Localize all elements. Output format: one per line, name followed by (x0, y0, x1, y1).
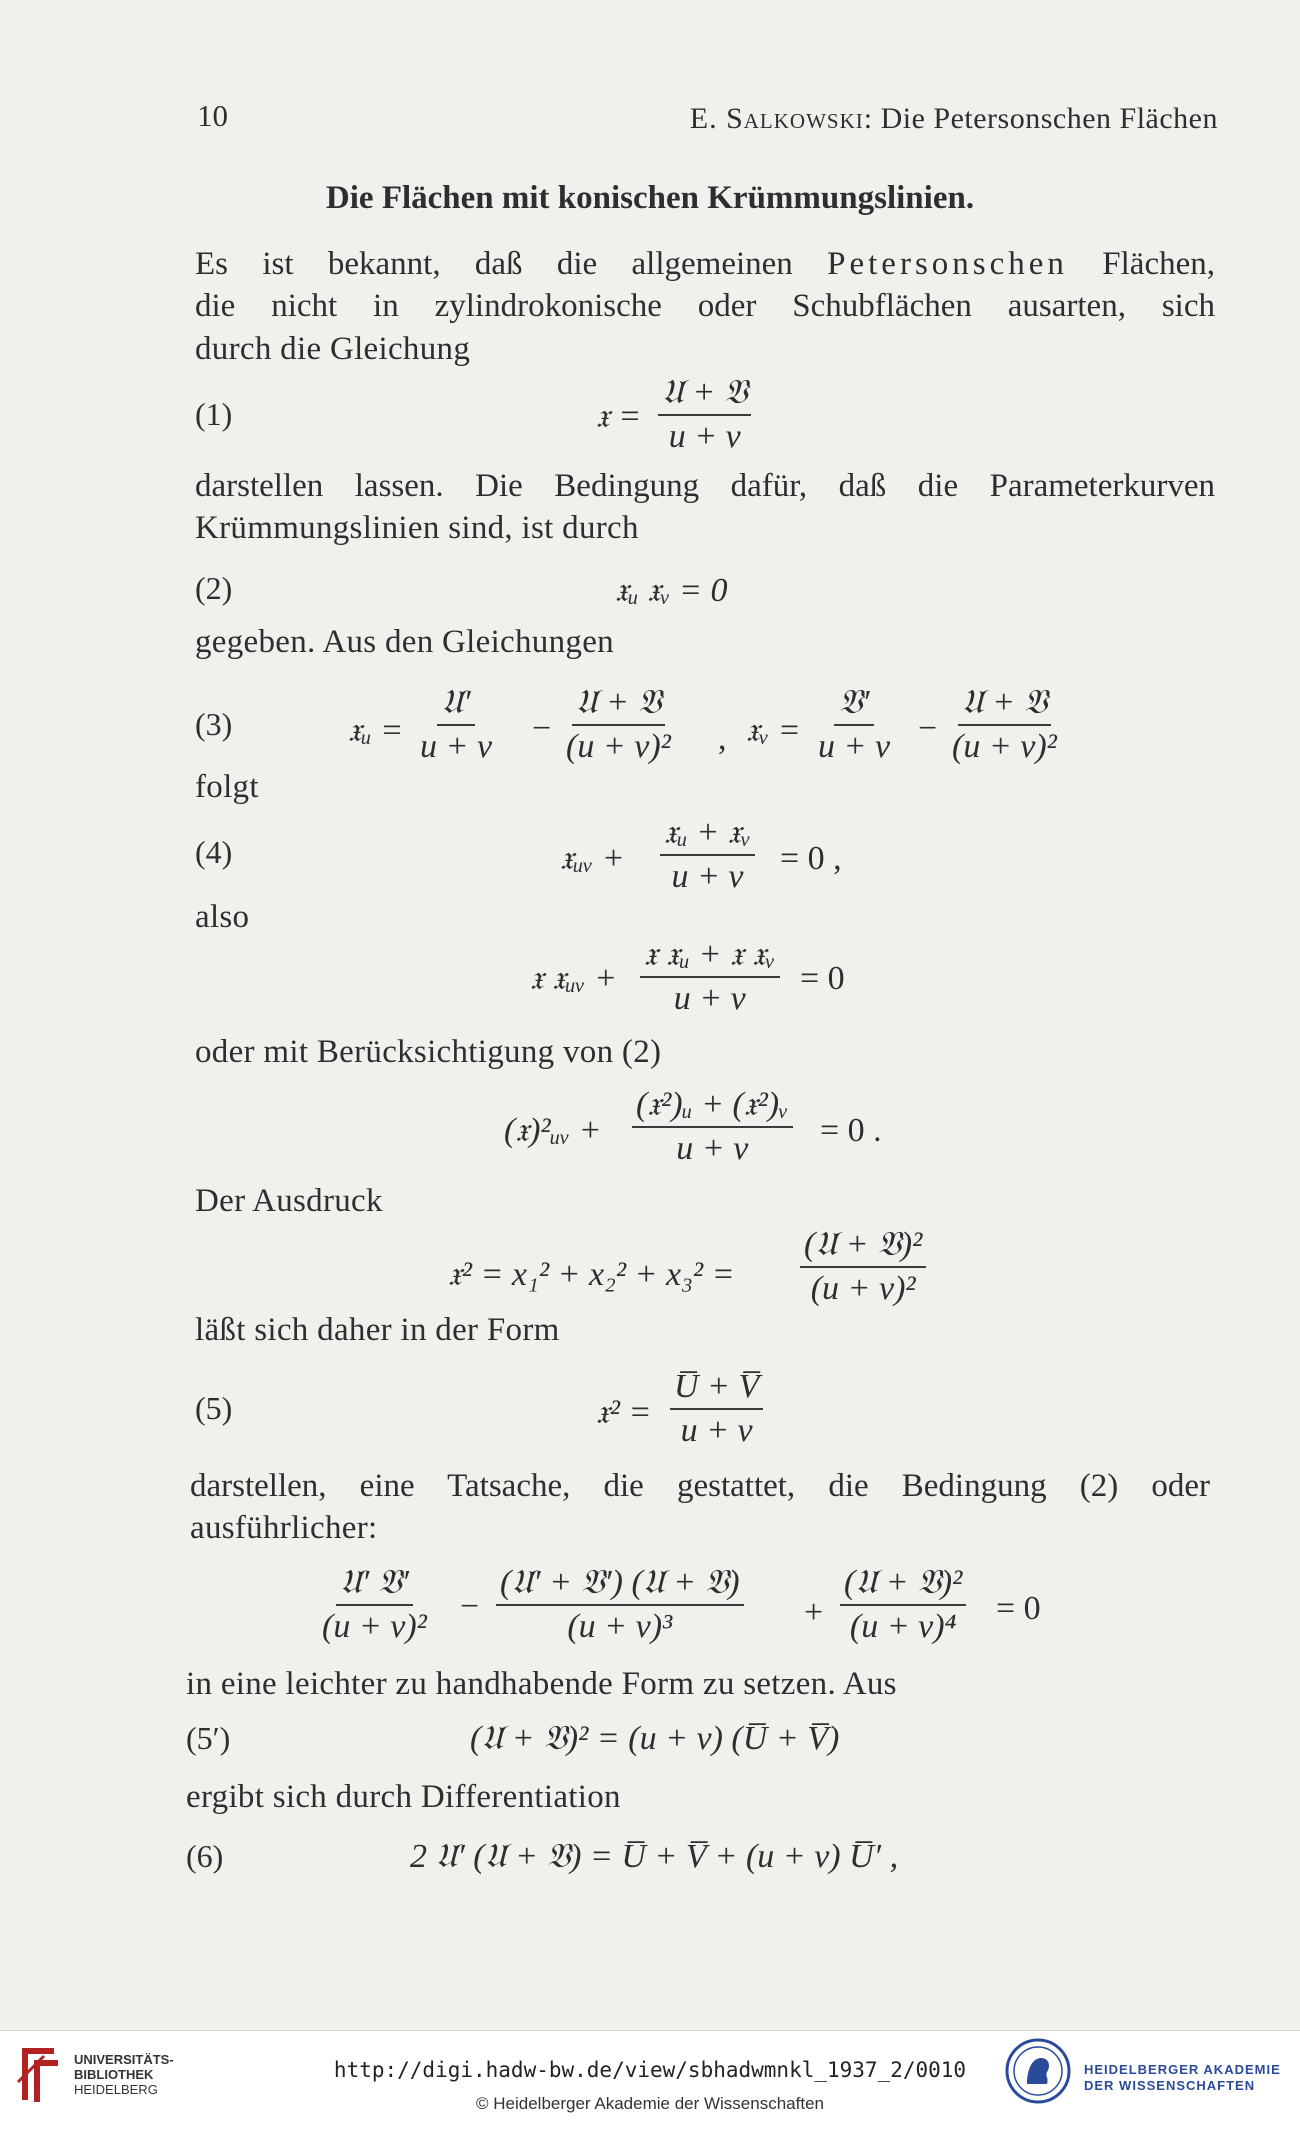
fraction: 𝔙′ u + v (818, 684, 891, 765)
equation-number: (2) (195, 570, 233, 606)
page-number: 10 (197, 98, 228, 133)
paragraph-line: in eine leichter zu handhabende Form zu setzen. Aus (186, 1666, 897, 1702)
paragraph-line: gegeben. Aus den Gleichungen (195, 624, 614, 660)
equation-rhs: = 0 (800, 960, 845, 997)
paragraph-line: die nicht in zylindrokonische oder Schubflächen ausarten, sich (195, 288, 1215, 324)
paragraph-line: Krümmungslinien sind, ist durch (195, 510, 639, 546)
equation-number: (5′) (186, 1720, 231, 1756)
library-name: UNIVERSITÄTS- BIBLIOTHEK HEIDELBERG (74, 2052, 174, 2097)
paragraph-line: Der Ausdruck (195, 1183, 383, 1219)
equation-lhs: 𝔵ᵤ = (348, 712, 404, 749)
equation-rhs: = 0 (996, 1590, 1041, 1627)
fraction: 𝔘′ u + v (420, 684, 493, 765)
fraction: 𝔘 + 𝔙 u + v (658, 376, 751, 454)
equation: (𝔘 + 𝔙)² = (u + v) (U̅ + V̅) (470, 1720, 840, 1757)
section-title: Die Flächen mit konischen Krümmungslinien. (325, 180, 975, 216)
fraction: 𝔘 + 𝔙 (u + v)² (952, 684, 1057, 765)
running-head-title: : Die Petersonschen Flächen (863, 102, 1218, 135)
equation-number: (6) (186, 1838, 224, 1874)
paragraph-line: darstellen lassen. Die Bedingung dafür, daß die Parameterkurven (195, 468, 1215, 504)
operator: − (918, 710, 938, 747)
equation: 𝔵ᵤ 𝔵ᵥ = 0 (615, 572, 728, 609)
equation-rhs: = 0 , (780, 840, 842, 877)
equation-rhs: = 0 . (820, 1112, 882, 1149)
operator: + (804, 1594, 824, 1631)
operator: − (460, 1588, 480, 1625)
fraction: (𝔘 + 𝔙)² (u + v)⁴ (840, 1566, 966, 1644)
operator: − (532, 710, 552, 747)
paragraph-line: Es ist bekannt, daß die allgemeinen Petersonschen Flächen, (195, 246, 1215, 282)
fraction: (𝔵²)ᵤ + (𝔵²)ᵥ u + v (632, 1088, 793, 1166)
paragraph-line: ergibt sich durch Differentiation (186, 1779, 621, 1815)
paragraph-line: darstellen, eine Tatsache, die gestattet, die Bedingung (2) oder (190, 1468, 1210, 1504)
fraction: $\frac{U̅ + V̅}{u + v}$ (670, 1370, 763, 1448)
paragraph-line: ausführlicher: (190, 1510, 378, 1546)
equation-lhs: 𝔵 𝔵ᵤᵥ + (530, 960, 617, 997)
academy-name: HEIDELBERGER AKADEMIE DER WISSENSCHAFTEN (1084, 2062, 1281, 2093)
fraction: 𝔘 + 𝔙 (u + v)² (566, 684, 671, 765)
paragraph-line: durch die Gleichung (195, 331, 471, 367)
paragraph-line: oder mit Berücksichtigung von (2) (195, 1034, 662, 1070)
equation-lhs: 𝔵² = (596, 1394, 652, 1431)
equation-lhs: (𝔵)²ᵤᵥ + (504, 1112, 602, 1149)
fraction: 𝔘′ 𝔙′ (u + v)² (322, 1564, 427, 1645)
comma: , (718, 720, 727, 757)
equation-number: (4) (195, 834, 233, 870)
equation-lhs: 𝔵 = (596, 398, 642, 435)
equation-number: (1) (195, 396, 233, 432)
permalink-url[interactable]: http://digi.hadw-bw.de/view/sbhadwmnkl_1937_2/0010 (333, 2058, 967, 2082)
equation-lhs: 𝔵ᵤᵥ + (560, 840, 625, 877)
academy-seal-icon (1005, 2038, 1071, 2104)
fraction: 𝔵 𝔵ᵤ + 𝔵 𝔵ᵥ u + v (640, 938, 780, 1016)
fraction: (𝔘′ + 𝔙′) (𝔘 + 𝔙) (u + v)³ (496, 1566, 744, 1644)
spaced-name: Petersonschen (827, 246, 1068, 282)
equation: 2 𝔘′ (𝔘 + 𝔙) = U̅ + V̅ + (u + v) U̅′ , (410, 1838, 899, 1875)
paragraph-line: also (195, 899, 250, 935)
fraction: (𝔘 + 𝔙)² (u + v)² (800, 1228, 926, 1306)
running-head-author: E. Salkowski (689, 102, 864, 135)
equation-number: (3) (195, 706, 233, 742)
equation-lhs: 𝔵ᵥ = (746, 712, 801, 749)
copyright-notice: © Heidelberger Akademie der Wissenschaften (476, 2094, 824, 2113)
paragraph-line: läßt sich daher in der Form (195, 1312, 560, 1348)
fraction: 𝔵ᵤ + 𝔵ᵥ u + v (660, 816, 755, 894)
paragraph-line: folgt (195, 769, 259, 805)
equation-lhs: 𝔵² = x₁² + x₂² + x₃² = (448, 1256, 735, 1293)
equation-number: (5) (195, 1390, 233, 1426)
running-head (690, 104, 1218, 134)
